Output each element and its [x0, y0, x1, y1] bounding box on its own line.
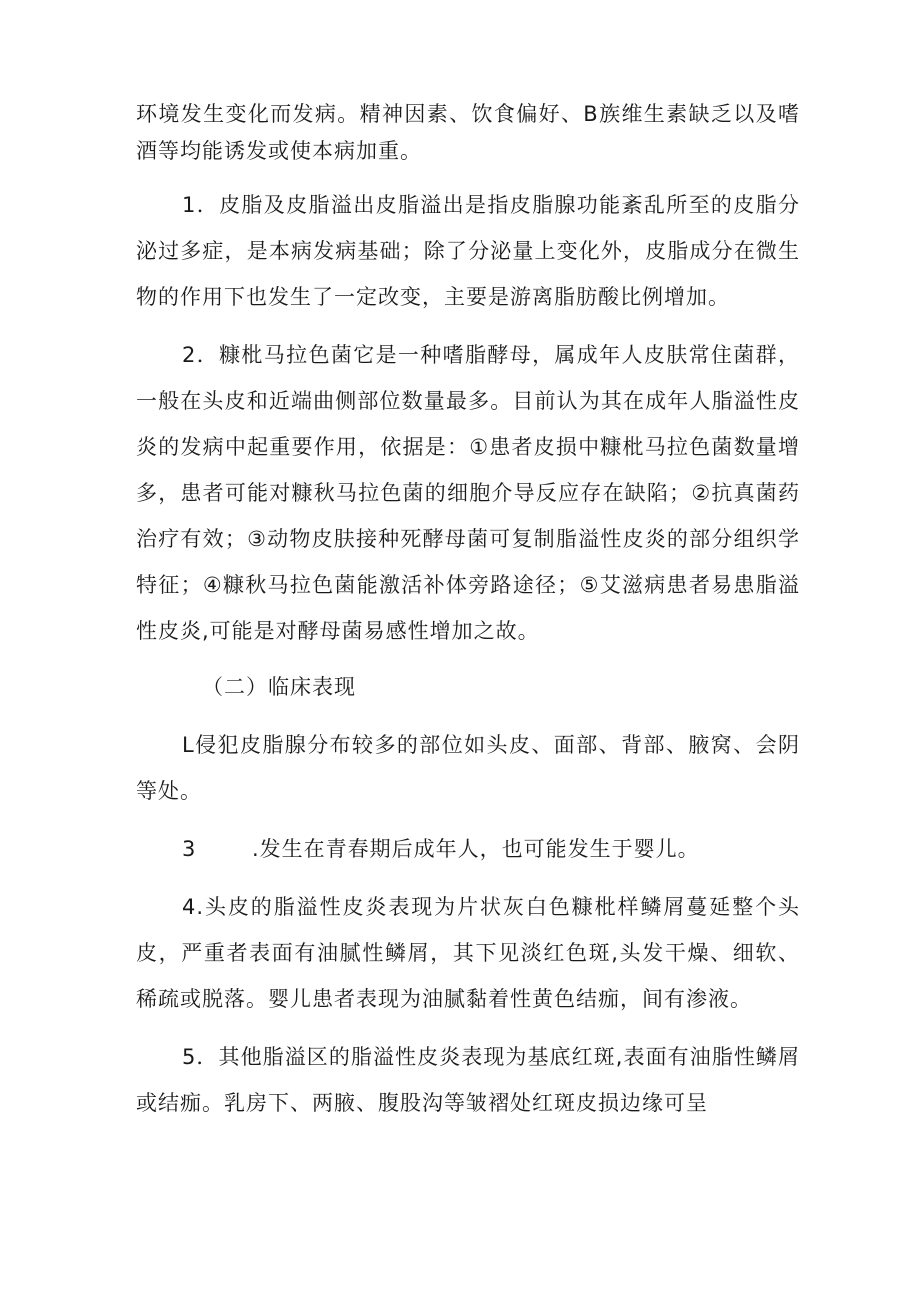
paragraph-etiology-intro: 环境发生变化而发病。精神因素、饮食偏好、B族维生素缺乏以及嗜酒等均能诱发或使本病加重。 [136, 102, 800, 163]
paragraph-other-areas: 5．其他脂溢区的脂溢性皮炎表现为基底红斑,表面有油脂性鳞屑或结痂。乳房下、两腋、腹股沟等皱褶处红斑皮损边缘可呈 [136, 1045, 800, 1115]
section-heading-clinical: （二）临床表现 [202, 675, 356, 699]
paragraph-onset-age [136, 826, 800, 872]
paragraph-onset-age-text: .发生在青春期后成年人，也可能发生于婴儿。 [252, 837, 700, 861]
paragraph-sebum-overflow: 1．皮脂及皮脂溢出皮脂溢出是指皮脂腺功能紊乱所至的皮脂分泌过多症，是本病发病基础；除了分泌量上变化外，皮脂成分在微生物的作用下也发生了一定改变，主要是游离脂肪酸比例增加。 [136, 193, 800, 309]
paragraph-scalp: 4.头皮的脂溢性皮炎表现为片状灰白色糠枇样鳞屑蔓延整个头皮，严重者表面有油腻性鳞屑，其下见淡红色斑,头发干燥、细软、稀疏或脱落。婴儿患者表现为油腻黏着性黄色结痂，间有渗液。 [136, 895, 800, 1011]
paragraph-affected-areas: L侵犯皮脂腺分布较多的部位如头皮、面部、背部、腋窝、会阴等处。 [136, 733, 800, 803]
document-body [136, 96, 800, 1126]
list-number: 3 [182, 837, 197, 861]
paragraph-malassezia: 2．糠枇马拉色菌它是一种嗜脂酵母，属成年人皮肤常住菌群，一般在头皮和近端曲侧部位数量最多。目前认为其在成年人脂溢性皮炎的发病中起重要作用，依据是：①患者皮损中糠枇马拉色菌数量增多，患者可能对糠秋马拉色菌的细胞介导反应存在缺陷；②抗真菌药治疗有效；③动物皮肤接种死酵母菌可复制脂溢性皮炎的部分组织学特征；④糠秋马拉色菌能激活补体旁路途径；⑤艾滋病患者易患脂溢性皮炎,可能是对酵母菌易感性增加之故。 [136, 343, 800, 643]
